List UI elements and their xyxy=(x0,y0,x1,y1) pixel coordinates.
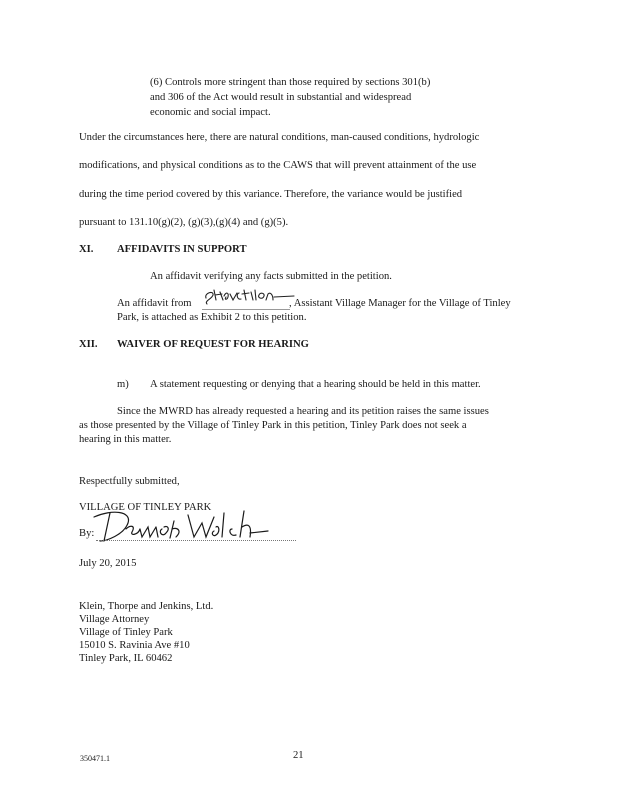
attorney-line-5: Tinley Park, IL 60462 xyxy=(79,653,173,664)
signature-date: July 20, 2015 xyxy=(79,558,137,569)
section-xii-para-line-2: as those presented by the Village of Tinley Park in this petition, Tinley Park does not seek a xyxy=(79,420,467,431)
section-xii-item-text: A statement requesting or denying that a hearing should be held in this matter. xyxy=(150,379,481,390)
section-xi-title: AFFIDAVITS IN SUPPORT xyxy=(117,244,247,255)
attorney-line-1: Klein, Thorpe and Jenkins, Ltd. xyxy=(79,601,214,612)
section-xi-number: XI. xyxy=(79,244,94,255)
body-line-2: modifications, and physical conditions as to the CAWS that will prevent attainment of the use xyxy=(79,160,477,171)
quote-line-3: economic and social impact. xyxy=(150,107,271,118)
quote-line-2: and 306 of the Act would result in substantial and widespread xyxy=(150,92,412,103)
body-line-1: Under the circumstances here, there are natural conditions, man-caused conditions, hydrologic xyxy=(79,132,480,143)
footer-page-number: 21 xyxy=(293,750,304,761)
affidavit-line-2: Park, is attached as Exhibit 2 to this petition. xyxy=(117,312,307,323)
body-line-3: during the time period covered by this variance. Therefore, the variance would be justified xyxy=(79,189,463,200)
attorney-line-4: 15010 S. Ravinia Ave #10 xyxy=(79,640,190,651)
section-xii-para-line-3: hearing in this matter. xyxy=(79,434,172,445)
signatory-entity: VILLAGE OF TINLEY PARK xyxy=(79,502,212,513)
section-xii-item-label: m) xyxy=(117,379,129,390)
attorney-line-3: Village of Tinley Park xyxy=(79,627,173,638)
footer-doc-id: 350471.1 xyxy=(80,754,110,763)
signature-line xyxy=(96,540,296,541)
affidavit-signature-image xyxy=(202,284,298,310)
affidavit-signature-line xyxy=(202,309,290,310)
attorney-line-2: Village Attorney xyxy=(79,614,150,625)
respectfully-submitted: Respectfully submitted, xyxy=(79,476,180,487)
section-xii-number: XII. xyxy=(79,339,98,350)
section-xii-para-line-1: Since the MWRD has already requested a hearing and its petition raises the same issues xyxy=(117,406,489,417)
section-xii-title: WAIVER OF REQUEST FOR HEARING xyxy=(117,339,309,350)
affidavit-suffix: , Assistant Village Manager for the Village of Tinley xyxy=(289,298,511,309)
affidavit-signature xyxy=(202,284,298,310)
section-xi-intro: An affidavit verifying any facts submitted in the petition. xyxy=(150,271,392,282)
affidavit-prefix: An affidavit from xyxy=(117,298,192,309)
quote-line-1: (6) Controls more stringent than those required by sections 301(b) xyxy=(150,77,431,88)
body-line-4: pursuant to 131.10(g)(2), (g)(3),(g)(4) and (g)(5). xyxy=(79,217,289,228)
by-label: By: xyxy=(79,528,95,539)
